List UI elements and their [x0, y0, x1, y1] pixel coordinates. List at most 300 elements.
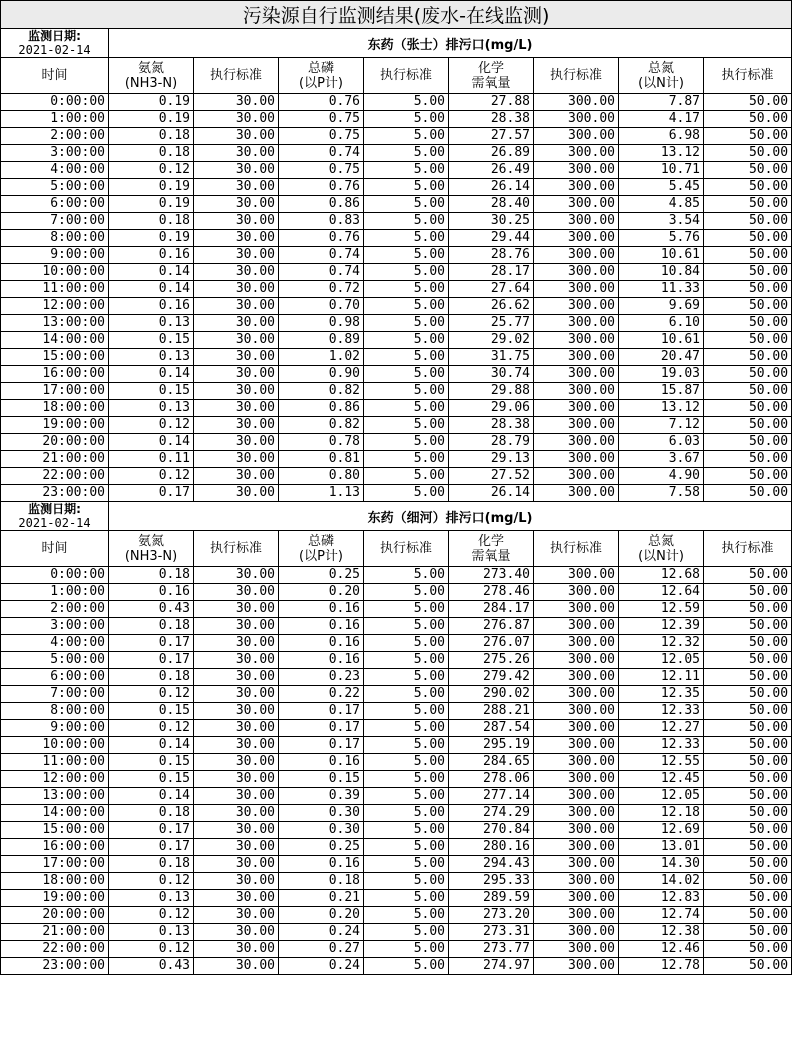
value-cell: 6.98	[619, 128, 704, 145]
discharge-outlet-name: 东药（张士）排污口(mg/L)	[109, 29, 792, 58]
table-row	[1, 856, 792, 873]
value-cell: 50.00	[704, 771, 792, 788]
value-cell: 277.14	[449, 788, 534, 805]
column-header-line1: 总磷	[307, 60, 334, 76]
value-cell: 50.00	[704, 669, 792, 686]
value-cell: 30.00	[194, 247, 279, 264]
time-cell: 18:00:00	[1, 873, 109, 890]
value-cell: 50.00	[704, 230, 792, 247]
value-cell: 50.00	[704, 635, 792, 652]
value-cell: 300.00	[534, 856, 619, 873]
value-cell: 50.00	[704, 468, 792, 485]
value-cell: 12.05	[619, 652, 704, 669]
value-cell: 278.46	[449, 584, 534, 601]
value-cell: 3.67	[619, 451, 704, 468]
value-cell: 4.85	[619, 196, 704, 213]
value-cell: 5.00	[364, 213, 449, 230]
value-cell: 278.06	[449, 771, 534, 788]
value-cell: 7.58	[619, 485, 704, 502]
discharge-outlet-name: 东药（细河）排污口(mg/L)	[109, 502, 792, 531]
value-cell: 0.12	[109, 468, 194, 485]
value-cell: 300.00	[534, 618, 619, 635]
value-cell: 5.00	[364, 754, 449, 771]
value-cell: 5.00	[364, 941, 449, 958]
value-cell: 0.12	[109, 907, 194, 924]
value-cell: 5.00	[364, 400, 449, 417]
value-cell: 50.00	[704, 281, 792, 298]
value-cell: 29.02	[449, 332, 534, 349]
value-cell: 5.00	[364, 128, 449, 145]
value-cell: 50.00	[704, 264, 792, 281]
value-cell: 30.00	[194, 332, 279, 349]
time-cell: 22:00:00	[1, 468, 109, 485]
value-cell: 12.78	[619, 958, 704, 975]
column-header	[449, 58, 534, 94]
value-cell: 25.77	[449, 315, 534, 332]
value-cell: 300.00	[534, 873, 619, 890]
value-cell: 0.18	[109, 128, 194, 145]
value-cell: 30.00	[194, 383, 279, 400]
value-cell: 0.12	[109, 417, 194, 434]
value-cell: 0.25	[279, 567, 364, 584]
value-cell: 29.44	[449, 230, 534, 247]
value-cell: 50.00	[704, 890, 792, 907]
time-cell: 23:00:00	[1, 958, 109, 975]
value-cell: 5.00	[364, 907, 449, 924]
value-cell: 0.22	[279, 686, 364, 703]
value-cell: 0.16	[279, 754, 364, 771]
value-cell: 30.00	[194, 400, 279, 417]
value-cell: 12.33	[619, 703, 704, 720]
value-cell: 0.76	[279, 94, 364, 111]
table-row	[1, 822, 792, 839]
value-cell: 5.00	[364, 805, 449, 822]
table-row	[1, 771, 792, 788]
table-row	[1, 873, 792, 890]
value-cell: 0.17	[109, 822, 194, 839]
column-header	[364, 531, 449, 567]
value-cell: 0.83	[279, 213, 364, 230]
value-cell: 5.00	[364, 298, 449, 315]
value-cell: 50.00	[704, 720, 792, 737]
value-cell: 0.17	[279, 737, 364, 754]
column-header	[109, 58, 194, 94]
value-cell: 5.00	[364, 281, 449, 298]
time-cell: 12:00:00	[1, 771, 109, 788]
value-cell: 26.62	[449, 298, 534, 315]
value-cell: 50.00	[704, 128, 792, 145]
value-cell: 0.19	[109, 111, 194, 128]
time-cell: 15:00:00	[1, 822, 109, 839]
column-header-line2: (NH3-N)	[124, 75, 178, 91]
value-cell: 0.70	[279, 298, 364, 315]
value-cell: 26.89	[449, 145, 534, 162]
value-cell: 0.12	[109, 162, 194, 179]
value-cell: 300.00	[534, 468, 619, 485]
column-header-line2: (以P计)	[299, 75, 343, 91]
value-cell: 0.11	[109, 451, 194, 468]
value-cell: 13.12	[619, 145, 704, 162]
value-cell: 0.14	[109, 366, 194, 383]
value-cell: 5.76	[619, 230, 704, 247]
monitoring-date-label: 监测日期:	[28, 29, 81, 43]
value-cell: 0.82	[279, 417, 364, 434]
value-cell: 5.00	[364, 737, 449, 754]
section-meta-row	[1, 29, 792, 58]
value-cell: 300.00	[534, 703, 619, 720]
value-cell: 5.00	[364, 669, 449, 686]
value-cell: 0.39	[279, 788, 364, 805]
time-cell: 5:00:00	[1, 652, 109, 669]
value-cell: 12.68	[619, 567, 704, 584]
value-cell: 4.17	[619, 111, 704, 128]
value-cell: 30.00	[194, 567, 279, 584]
value-cell: 10.61	[619, 332, 704, 349]
table-row	[1, 737, 792, 754]
column-header	[1, 531, 109, 567]
value-cell: 0.30	[279, 822, 364, 839]
time-cell: 6:00:00	[1, 669, 109, 686]
table-row	[1, 196, 792, 213]
value-cell: 50.00	[704, 941, 792, 958]
column-header	[194, 531, 279, 567]
time-cell: 10:00:00	[1, 737, 109, 754]
value-cell: 30.00	[194, 686, 279, 703]
value-cell: 5.00	[364, 111, 449, 128]
value-cell: 26.49	[449, 162, 534, 179]
value-cell: 300.00	[534, 890, 619, 907]
value-cell: 5.00	[364, 601, 449, 618]
value-cell: 300.00	[534, 635, 619, 652]
value-cell: 28.38	[449, 111, 534, 128]
value-cell: 12.38	[619, 924, 704, 941]
value-cell: 5.00	[364, 264, 449, 281]
value-cell: 0.75	[279, 128, 364, 145]
time-cell: 6:00:00	[1, 196, 109, 213]
value-cell: 300.00	[534, 315, 619, 332]
time-cell: 23:00:00	[1, 485, 109, 502]
time-cell: 14:00:00	[1, 805, 109, 822]
value-cell: 0.15	[109, 771, 194, 788]
value-cell: 300.00	[534, 213, 619, 230]
value-cell: 50.00	[704, 145, 792, 162]
value-cell: 5.00	[364, 890, 449, 907]
value-cell: 30.00	[194, 264, 279, 281]
value-cell: 30.00	[194, 111, 279, 128]
value-cell: 50.00	[704, 686, 792, 703]
table-row	[1, 128, 792, 145]
value-cell: 50.00	[704, 383, 792, 400]
value-cell: 300.00	[534, 669, 619, 686]
value-cell: 300.00	[534, 145, 619, 162]
table-row	[1, 332, 792, 349]
value-cell: 50.00	[704, 737, 792, 754]
value-cell: 50.00	[704, 179, 792, 196]
value-cell: 0.15	[109, 383, 194, 400]
value-cell: 5.00	[364, 567, 449, 584]
column-header-line1: 执行标准	[549, 541, 602, 556]
value-cell: 300.00	[534, 383, 619, 400]
value-cell: 0.15	[109, 703, 194, 720]
value-cell: 5.00	[364, 839, 449, 856]
value-cell: 0.74	[279, 145, 364, 162]
column-header	[364, 58, 449, 94]
table-row	[1, 788, 792, 805]
value-cell: 50.00	[704, 417, 792, 434]
value-cell: 50.00	[704, 196, 792, 213]
value-cell: 20.47	[619, 349, 704, 366]
value-cell: 0.14	[109, 264, 194, 281]
value-cell: 30.00	[194, 213, 279, 230]
column-header-line2: 需氧量	[471, 548, 511, 564]
value-cell: 5.00	[364, 584, 449, 601]
value-cell: 0.86	[279, 400, 364, 417]
section-meta-row	[1, 502, 792, 531]
column-header	[1, 58, 109, 94]
value-cell: 50.00	[704, 652, 792, 669]
table-row	[1, 434, 792, 451]
monitoring-date-cell	[1, 29, 109, 58]
value-cell: 5.00	[364, 788, 449, 805]
value-cell: 30.00	[194, 652, 279, 669]
value-cell: 5.00	[364, 771, 449, 788]
value-cell: 50.00	[704, 958, 792, 975]
table-row	[1, 315, 792, 332]
value-cell: 300.00	[534, 111, 619, 128]
value-cell: 300.00	[534, 128, 619, 145]
value-cell: 5.00	[364, 162, 449, 179]
value-cell: 50.00	[704, 315, 792, 332]
value-cell: 19.03	[619, 366, 704, 383]
value-cell: 30.00	[194, 737, 279, 754]
value-cell: 30.00	[194, 635, 279, 652]
time-cell: 3:00:00	[1, 145, 109, 162]
time-cell: 3:00:00	[1, 618, 109, 635]
value-cell: 30.00	[194, 366, 279, 383]
time-cell: 15:00:00	[1, 349, 109, 366]
value-cell: 280.16	[449, 839, 534, 856]
value-cell: 30.00	[194, 788, 279, 805]
value-cell: 273.77	[449, 941, 534, 958]
value-cell: 0.75	[279, 111, 364, 128]
monitoring-date-cell	[1, 502, 109, 531]
value-cell: 12.59	[619, 601, 704, 618]
value-cell: 5.00	[364, 315, 449, 332]
value-cell: 6.03	[619, 434, 704, 451]
table-row	[1, 703, 792, 720]
value-cell: 50.00	[704, 703, 792, 720]
value-cell: 50.00	[704, 805, 792, 822]
value-cell: 12.27	[619, 720, 704, 737]
table-row	[1, 652, 792, 669]
value-cell: 30.00	[194, 230, 279, 247]
value-cell: 7.87	[619, 94, 704, 111]
value-cell: 300.00	[534, 400, 619, 417]
column-header-line2: (以N计)	[638, 548, 684, 564]
monitoring-date-value: 2021-02-14	[18, 516, 91, 530]
value-cell: 31.75	[449, 349, 534, 366]
value-cell: 5.00	[364, 451, 449, 468]
value-cell: 5.00	[364, 635, 449, 652]
table-row	[1, 941, 792, 958]
value-cell: 26.14	[449, 485, 534, 502]
value-cell: 0.78	[279, 434, 364, 451]
time-cell: 21:00:00	[1, 451, 109, 468]
value-cell: 50.00	[704, 298, 792, 315]
value-cell: 0.43	[109, 601, 194, 618]
value-cell: 11.33	[619, 281, 704, 298]
value-cell: 50.00	[704, 567, 792, 584]
table-row	[1, 281, 792, 298]
value-cell: 5.00	[364, 873, 449, 890]
value-cell: 12.69	[619, 822, 704, 839]
value-cell: 30.00	[194, 451, 279, 468]
value-cell: 30.00	[194, 128, 279, 145]
value-cell: 27.52	[449, 468, 534, 485]
value-cell: 5.00	[364, 383, 449, 400]
value-cell: 0.18	[279, 873, 364, 890]
value-cell: 50.00	[704, 247, 792, 264]
column-header-line1: 执行标准	[209, 68, 262, 83]
value-cell: 30.00	[194, 179, 279, 196]
column-header-line2: (以P计)	[299, 548, 343, 564]
value-cell: 15.87	[619, 383, 704, 400]
value-cell: 30.00	[194, 162, 279, 179]
value-cell: 295.33	[449, 873, 534, 890]
value-cell: 0.12	[109, 941, 194, 958]
table-row	[1, 468, 792, 485]
table-row	[1, 635, 792, 652]
value-cell: 0.19	[109, 230, 194, 247]
value-cell: 289.59	[449, 890, 534, 907]
value-cell: 300.00	[534, 805, 619, 822]
value-cell: 30.00	[194, 315, 279, 332]
time-cell: 11:00:00	[1, 281, 109, 298]
value-cell: 5.00	[364, 230, 449, 247]
value-cell: 5.45	[619, 179, 704, 196]
table-row	[1, 111, 792, 128]
value-cell: 1.02	[279, 349, 364, 366]
value-cell: 10.84	[619, 264, 704, 281]
value-cell: 0.19	[109, 94, 194, 111]
value-cell: 30.00	[194, 601, 279, 618]
value-cell: 26.14	[449, 179, 534, 196]
table-row	[1, 805, 792, 822]
value-cell: 0.72	[279, 281, 364, 298]
value-cell: 30.00	[194, 281, 279, 298]
value-cell: 3.54	[619, 213, 704, 230]
value-cell: 300.00	[534, 366, 619, 383]
value-cell: 5.00	[364, 703, 449, 720]
value-cell: 270.84	[449, 822, 534, 839]
table-row	[1, 417, 792, 434]
value-cell: 50.00	[704, 332, 792, 349]
table-row	[1, 213, 792, 230]
column-header-line1: 执行标准	[721, 68, 774, 83]
value-cell: 0.18	[109, 618, 194, 635]
value-cell: 273.40	[449, 567, 534, 584]
value-cell: 0.19	[109, 179, 194, 196]
value-cell: 300.00	[534, 196, 619, 213]
value-cell: 12.45	[619, 771, 704, 788]
time-cell: 14:00:00	[1, 332, 109, 349]
value-cell: 279.42	[449, 669, 534, 686]
value-cell: 29.88	[449, 383, 534, 400]
value-cell: 30.00	[194, 94, 279, 111]
value-cell: 30.00	[194, 754, 279, 771]
value-cell: 0.14	[109, 737, 194, 754]
value-cell: 290.02	[449, 686, 534, 703]
value-cell: 300.00	[534, 567, 619, 584]
value-cell: 287.54	[449, 720, 534, 737]
value-cell: 12.11	[619, 669, 704, 686]
time-cell: 8:00:00	[1, 703, 109, 720]
column-header-line1: 时间	[41, 68, 68, 83]
value-cell: 5.00	[364, 179, 449, 196]
value-cell: 30.00	[194, 771, 279, 788]
value-cell: 50.00	[704, 213, 792, 230]
table-row	[1, 890, 792, 907]
value-cell: 0.76	[279, 179, 364, 196]
column-header	[619, 58, 704, 94]
value-cell: 30.00	[194, 958, 279, 975]
value-cell: 300.00	[534, 264, 619, 281]
value-cell: 276.07	[449, 635, 534, 652]
column-header-line1: 总氮	[647, 533, 674, 549]
value-cell: 13.12	[619, 400, 704, 417]
column-header-line1: 执行标准	[721, 541, 774, 556]
table-row	[1, 601, 792, 618]
time-cell: 16:00:00	[1, 839, 109, 856]
table-row	[1, 400, 792, 417]
value-cell: 1.13	[279, 485, 364, 502]
value-cell: 50.00	[704, 924, 792, 941]
time-cell: 13:00:00	[1, 315, 109, 332]
monitoring-date-label: 监测日期:	[28, 502, 81, 516]
column-header	[534, 58, 619, 94]
value-cell: 12.64	[619, 584, 704, 601]
value-cell: 0.16	[109, 247, 194, 264]
value-cell: 14.30	[619, 856, 704, 873]
time-cell: 0:00:00	[1, 94, 109, 111]
value-cell: 300.00	[534, 434, 619, 451]
value-cell: 30.00	[194, 873, 279, 890]
value-cell: 0.24	[279, 924, 364, 941]
time-cell: 2:00:00	[1, 601, 109, 618]
value-cell: 13.01	[619, 839, 704, 856]
value-cell: 0.74	[279, 264, 364, 281]
column-header-line1: 氨氮	[137, 533, 164, 549]
value-cell: 276.87	[449, 618, 534, 635]
value-cell: 284.65	[449, 754, 534, 771]
value-cell: 0.75	[279, 162, 364, 179]
table-row	[1, 839, 792, 856]
value-cell: 5.00	[364, 94, 449, 111]
value-cell: 0.82	[279, 383, 364, 400]
time-cell: 19:00:00	[1, 890, 109, 907]
value-cell: 12.35	[619, 686, 704, 703]
value-cell: 50.00	[704, 162, 792, 179]
value-cell: 5.00	[364, 822, 449, 839]
value-cell: 5.00	[364, 468, 449, 485]
value-cell: 12.33	[619, 737, 704, 754]
value-cell: 50.00	[704, 400, 792, 417]
value-cell: 12.74	[619, 907, 704, 924]
value-cell: 10.71	[619, 162, 704, 179]
value-cell: 30.00	[194, 434, 279, 451]
time-cell: 17:00:00	[1, 383, 109, 400]
value-cell: 300.00	[534, 788, 619, 805]
